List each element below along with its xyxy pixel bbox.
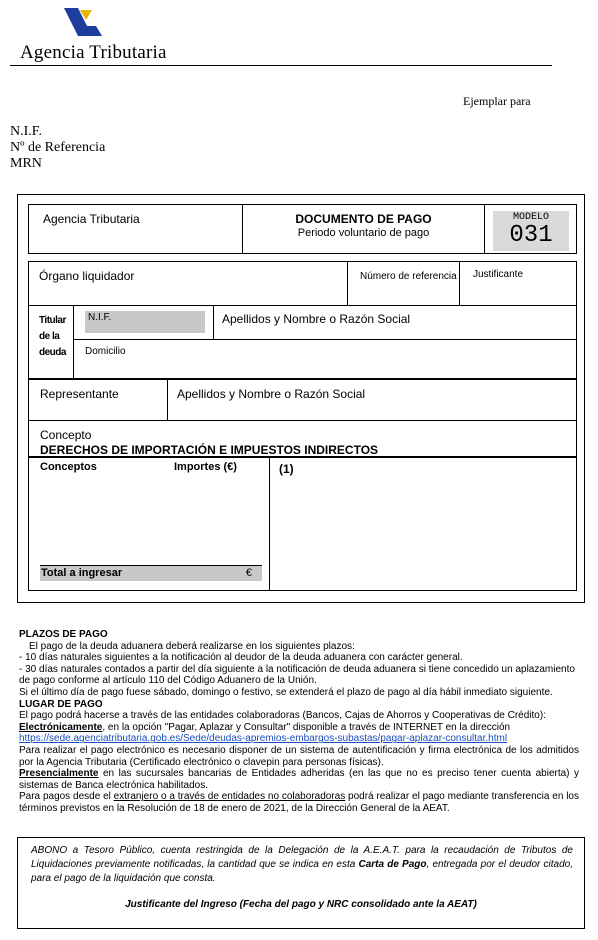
plazo-item: Si el último día de pago fuese sábado, domingo o festivo, se extenderá el plazo de pago al día hábil inmediato siguiente.	[19, 686, 553, 698]
numero-ref-cell	[347, 261, 460, 306]
extranjero-link: extranjero o a través de entidades no colaboradoras	[113, 791, 346, 803]
copy-label: Ejemplar para	[463, 94, 531, 108]
importes-column-header: Importes (€)	[174, 461, 237, 473]
plazo-item: - 10 días naturales siguientes a la notificación al deudor de la deuda aduanera con carácter general.	[19, 652, 463, 664]
nif-divider	[213, 306, 214, 339]
payment-form	[17, 194, 585, 603]
document-subtitle: Periodo voluntario de pago	[297, 227, 430, 239]
total-label: Total a ingresar	[41, 567, 123, 579]
numero-ref-label: Número de referencia	[360, 271, 457, 282]
titular-nif-label: N.I.F.	[88, 312, 112, 323]
abono-bold: Carta de Pago	[358, 859, 427, 870]
justificante-cell	[459, 261, 577, 306]
presencial-paragraph	[19, 768, 579, 791]
electronico-label: Electrónicamente	[19, 721, 103, 733]
plazos-title: PLAZOS DE PAGO	[19, 629, 108, 640]
total-field	[40, 565, 262, 581]
titular-nif-field	[85, 311, 205, 333]
representante-divider	[167, 379, 168, 420]
note-reference: (1)	[279, 462, 294, 476]
mrn-label: MRN	[10, 156, 42, 171]
importes-divider	[269, 457, 270, 590]
justificante-ingreso: Justificante del Ingreso (Fecha del pago y NRC consolidado ante la AEAT)	[125, 899, 477, 910]
plazo-item: - 30 días naturales contados a partir del día siguiente a la notificación de deuda aduanera si tiene concedido un aplazamiento de pago conforme al artículo 110 del Código Aduanero de la Unión.	[19, 663, 575, 687]
reference-label: Nº de Referencia	[10, 140, 106, 155]
titular-row-divider	[73, 339, 577, 340]
issuer-cell	[28, 204, 243, 254]
nif-label: N.I.F.	[10, 124, 42, 139]
representante-block	[28, 378, 577, 421]
modelo-label: MODELO	[512, 212, 549, 223]
extranjero-pre: Para pagos desde el	[19, 791, 114, 803]
organo-label: Órgano liquidador	[39, 269, 135, 283]
justificante-label: Justificante	[473, 269, 524, 280]
plazos-intro: El pago de la deuda aduanera deberá realizarse en los siguientes plazos:	[29, 640, 355, 652]
electronico-paragraph	[19, 722, 579, 734]
presencial-text: en las sucursales bancarias de Entidades adheridas (en las que no es preciso tener cuenta abierta) y sistemas de Banca electrónica habilitados.	[19, 768, 579, 791]
header-divider	[10, 65, 552, 66]
agencia-tributaria-logo-icon	[62, 6, 104, 40]
total-currency: €	[245, 567, 252, 579]
abono-pre: ABONO a Tesoro Público, cuenta restringida de la Delegación de la A.E.A.T. para la recaudación de Tributos de Liquidaciones previamente notificadas, la cantidad que se indica en esta	[31, 845, 573, 870]
lugar-intro: El pago podrá hacerse a través de las entidades colaboradoras (Bancos, Cajas de Ahorros y Cooperativas de Crédito):	[19, 710, 546, 722]
representante-apellidos-label: Apellidos y Nombre o Razón Social	[177, 387, 366, 401]
concepto-value: DERECHOS DE IMPORTACIÓN E IMPUESTOS INDIRECTOS	[40, 443, 379, 457]
organo-cell	[28, 261, 348, 306]
presencial-label: Presencialmente	[19, 768, 99, 780]
issuer-name: Agencia Tributaria	[43, 212, 140, 226]
abono-text	[31, 844, 573, 886]
concepto-block	[28, 420, 577, 458]
electronico-text: , en la opción "Pagar, Aplazar y Consultar" disponible a través de INTERNET en la dirección	[102, 721, 511, 733]
abono-box	[17, 837, 585, 929]
document-title-cell	[242, 204, 485, 254]
agency-title: Agencia Tributaria	[20, 42, 167, 63]
modelo-box	[493, 211, 569, 251]
lugar-title: LUGAR DE PAGO	[19, 698, 103, 710]
titular-label: Titular de la deuda	[39, 315, 66, 358]
electronico-requirements: Para realizar el pago electrónico es necesario disponer de un sistema de autentificación y firma electrónica de los admitidos por la Agencia Tributaria (Certificado electrónico o clavepin para personas físicas).	[19, 744, 579, 768]
titular-block	[28, 305, 577, 380]
payment-url-link[interactable]: https://sede.agenciatributaria.gob.es/Sede/deudas-apremios-embargos-subastas/pagar-aplazar-consultar.html	[19, 733, 508, 745]
url-paragraph	[19, 733, 579, 745]
representante-label: Representante	[40, 387, 119, 401]
modelo-number: 031	[509, 222, 553, 249]
payment-info	[19, 629, 579, 815]
titular-apellidos-label: Apellidos y Nombre o Razón Social	[222, 312, 411, 326]
importes-block	[28, 456, 577, 591]
modelo-cell	[484, 204, 577, 254]
extranjero-paragraph	[19, 791, 579, 814]
extranjero-post: podrá realizar el pago mediante transferencia en los términos previstos en la Resolución de 18 de enero de 2021, de la Dirección General de la AEAT.	[19, 791, 579, 814]
titular-divider	[73, 306, 74, 379]
document-title: DOCUMENTO DE PAGO	[295, 212, 432, 226]
abono-post: , entregada por el deudor citado, para el pago de la liquidación que consta.	[31, 859, 574, 884]
conceptos-column-header: Conceptos	[40, 461, 97, 473]
concepto-label: Concepto	[40, 428, 92, 442]
domicilio-label: Domicilio	[85, 346, 126, 357]
